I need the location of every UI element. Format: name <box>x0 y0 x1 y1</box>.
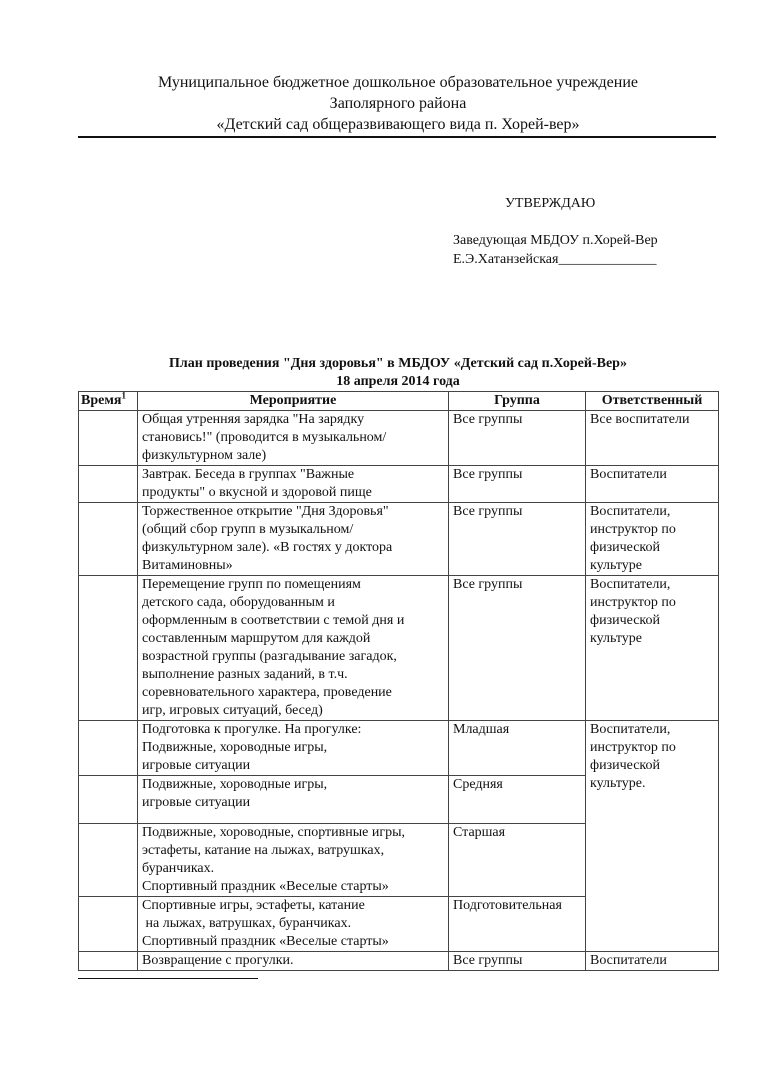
cell-responsible <box>586 576 719 721</box>
header-line-1: Муниципальное бюджетное дошкольное образовательное учреждение <box>158 74 638 91</box>
event-line: Спортивные игры, эстафеты, катание <box>142 898 365 913</box>
cell-group: Все группы <box>449 952 586 971</box>
cell-group: Все группы <box>449 466 586 503</box>
cell-responsible <box>586 952 719 971</box>
responsible-line: культуре. <box>590 776 646 791</box>
event-line: Подвижные, хороводные игры, <box>142 777 328 792</box>
cell-group: Младшая <box>449 721 586 776</box>
cell-responsible <box>586 466 719 503</box>
responsible-line: Все воспитатели <box>590 412 690 427</box>
event-line: продукты" о вкусной и здоровой пище <box>142 485 372 500</box>
table-row <box>79 503 719 576</box>
cell-time <box>79 952 138 971</box>
cell-time <box>79 503 138 576</box>
cell-time <box>79 466 138 503</box>
cell-time <box>79 824 138 897</box>
cell-responsible <box>586 503 719 576</box>
cell-event <box>138 503 449 576</box>
schedule-table <box>78 391 719 971</box>
header-line-2: Заполярного района <box>329 95 467 112</box>
event-line: на лыжах, ватрушках, буранчиках. <box>142 916 352 931</box>
cell-event <box>138 466 449 503</box>
event-line: буранчиках. <box>142 861 215 876</box>
cell-event <box>138 952 449 971</box>
cell-group: Все группы <box>449 576 586 721</box>
table-row <box>79 952 719 971</box>
approval-title: УТВЕРЖДАЮ <box>505 196 596 211</box>
institution-header <box>80 72 716 135</box>
cell-group: Подготовительная <box>449 897 586 952</box>
cell-group: Все группы <box>449 503 586 576</box>
approval-block <box>453 194 658 269</box>
table-row <box>79 576 719 721</box>
event-line: выполнение разных заданий, в т.ч. <box>142 667 348 682</box>
cell-time <box>79 576 138 721</box>
event-line: составленным маршрутом для каждой <box>142 631 371 646</box>
footnote-marker: 1 <box>121 390 126 401</box>
event-line: Спортивный праздник «Веселые старты» <box>142 934 389 949</box>
cell-responsible <box>586 411 719 466</box>
responsible-line: инструктор по <box>590 595 676 610</box>
responsible-line: культуре <box>590 631 642 646</box>
event-line: Перемещение групп по помещениям <box>142 577 361 592</box>
event-line: детского сада, оборудованным и <box>142 595 335 610</box>
cell-time <box>79 897 138 952</box>
cell-event <box>138 411 449 466</box>
responsible-line: физической <box>590 613 660 628</box>
responsible-line: Воспитатели, <box>590 504 671 519</box>
responsible-line: Воспитатели <box>590 953 667 968</box>
cell-event <box>138 897 449 952</box>
event-line: физкультурном зале). «В гостях у доктора <box>142 540 393 555</box>
footnote-separator <box>78 978 258 979</box>
responsible-line: Воспитатели, <box>590 577 671 592</box>
event-line: (общий сбор групп в музыкальном/ <box>142 522 354 537</box>
event-line: Торжественное открытие "Дня Здоровья" <box>142 504 389 519</box>
cell-responsible <box>586 721 719 952</box>
cell-event <box>138 576 449 721</box>
cell-group: Старшая <box>449 824 586 897</box>
responsible-line: инструктор по <box>590 740 676 755</box>
event-line: возрастной группы (разгадывание загадок, <box>142 649 397 664</box>
cell-time <box>79 411 138 466</box>
event-line: физкультурном зале) <box>142 448 267 463</box>
cell-group: Средняя <box>449 776 586 824</box>
event-line: игр, игровых ситуаций, бесед) <box>142 703 323 718</box>
responsible-line: физической <box>590 540 660 555</box>
event-line: игровые ситуации <box>142 758 251 773</box>
event-line: Спортивный праздник «Веселые старты» <box>142 879 389 894</box>
plan-date: 18 апреля 2014 года <box>336 374 460 389</box>
event-line: становись!" (проводится в музыкальном/ <box>142 430 387 445</box>
col-header-responsible: Ответственный <box>586 392 719 411</box>
approval-signature: Е.Э.Хатанзейская______________ <box>453 252 657 267</box>
plan-title-line-1: План проведения "Дня здоровья" в МБДОУ «Детский сад п.Хорей-Вер» <box>169 356 627 371</box>
event-line: Подвижные, хороводные игры, <box>142 740 328 755</box>
cell-group: Все группы <box>449 411 586 466</box>
event-line: Подвижные, хороводные, спортивные игры, <box>142 825 406 840</box>
event-line: Возвращение с прогулки. <box>142 953 294 968</box>
event-line: эстафеты, катание на лыжах, ватрушках, <box>142 843 385 858</box>
responsible-line: физической <box>590 758 660 773</box>
cell-event <box>138 824 449 897</box>
responsible-line: культуре <box>590 558 642 573</box>
col-header-event: Мероприятие <box>138 392 449 411</box>
table-row <box>79 721 719 776</box>
header-divider <box>78 136 716 138</box>
plan-title <box>78 355 718 391</box>
responsible-line: Воспитатели <box>590 467 667 482</box>
col-header-group: Группа <box>449 392 586 411</box>
responsible-line: Воспитатели, <box>590 722 671 737</box>
col-header-time: Время$^1$ <box>79 392 138 411</box>
cell-event <box>138 721 449 776</box>
approval-position: Заведующая МБДОУ п.Хорей-Вер <box>453 233 658 248</box>
responsible-line: инструктор по <box>590 522 676 537</box>
event-line: Завтрак. Беседа в группах "Важные <box>142 467 355 482</box>
table-row <box>79 466 719 503</box>
table-header-row <box>79 392 719 411</box>
header-line-3: «Детский сад общеразвивающего вида п. Хорей-вер» <box>216 116 580 133</box>
cell-event <box>138 776 449 824</box>
cell-time <box>79 776 138 824</box>
cell-time <box>79 721 138 776</box>
event-line: соревновательного характера, проведение <box>142 685 392 700</box>
table-row <box>79 411 719 466</box>
event-line: Общая утренняя зарядка "На зарядку <box>142 412 365 427</box>
event-line: Витаминовны» <box>142 558 233 573</box>
event-line: Подготовка к прогулке. На прогулке: <box>142 722 362 737</box>
event-line: оформленным в соответствии с темой дня и <box>142 613 405 628</box>
event-line: игровые ситуации <box>142 795 251 810</box>
